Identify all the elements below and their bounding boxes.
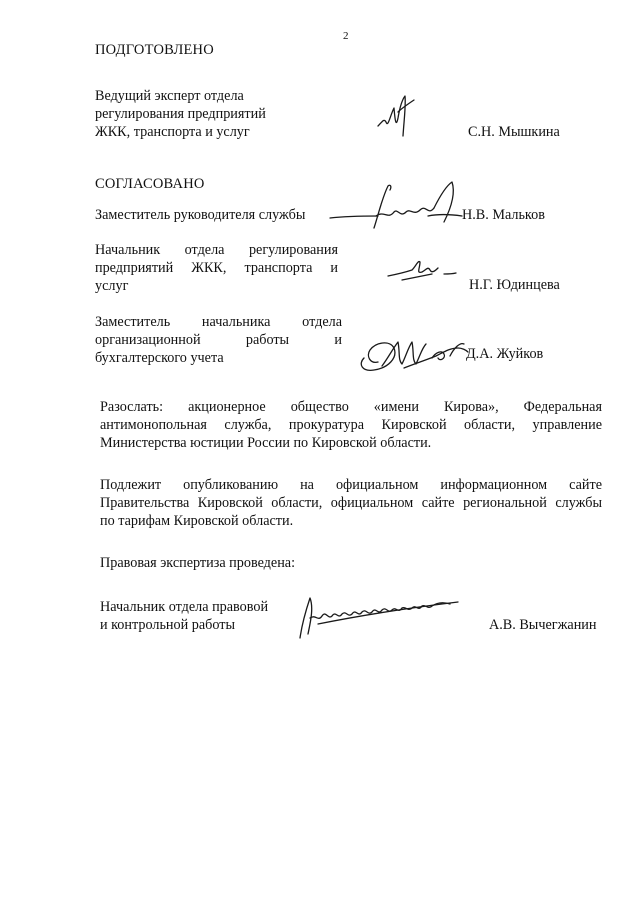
signer-position	[95, 313, 342, 367]
position-line: Начальник отдела правовой	[100, 599, 269, 615]
position-line: Начальник отдела регулирования	[95, 242, 338, 258]
position-line: организационной работы и	[95, 332, 342, 348]
signature-yudintseva	[384, 256, 460, 284]
signature-zhuikov	[354, 328, 474, 378]
signature-vychegzhanin	[288, 588, 468, 648]
prepared-position	[95, 87, 295, 141]
signer-name: Н.В. Мальков	[462, 207, 545, 223]
position-line: Заместитель руководителя службы	[95, 207, 306, 223]
position-line: ЖКК, транспорта и услуг	[95, 124, 250, 140]
publication-paragraph	[100, 476, 602, 530]
distribution-paragraph	[100, 398, 602, 452]
agreed-heading: СОГЛАСОВАНО	[95, 176, 205, 192]
prepared-heading: ПОДГОТОВЛЕНО	[95, 42, 214, 58]
legal-review-position	[100, 598, 300, 634]
page-number: 2	[343, 30, 349, 42]
position-line: Заместитель начальника отдела	[95, 314, 342, 330]
paragraph-line: Подлежит опубликованию на официальном информационном сайте	[100, 477, 602, 493]
signer-name: Д.А. Жуйков	[466, 346, 544, 362]
paragraph-line: антимонопольная служба, прокуратура Кировской области, управление	[100, 417, 602, 433]
paragraph-line: Правительства Кировской области, официальном сайте региональной службы	[100, 495, 602, 511]
signer-position	[95, 206, 335, 224]
position-line: бухгалтерского учета	[95, 350, 224, 366]
signature-myshkina	[372, 92, 422, 142]
position-line: регулирования предприятий	[95, 106, 266, 122]
legal-review-text: Правовая экспертиза проведена:	[100, 555, 296, 571]
signature-malkov	[328, 176, 468, 246]
prepared-name: С.Н. Мышкина	[468, 124, 560, 140]
paragraph-line: Разослать: акционерное общество «имени Кирова», Федеральная	[100, 399, 602, 415]
position-line: услуг	[95, 278, 129, 294]
signer-name: Н.Г. Юдинцева	[469, 277, 560, 293]
position-line: и контрольной работы	[100, 617, 235, 633]
signer-position	[95, 241, 338, 295]
position-line: предприятий ЖКК, транспорта и	[95, 260, 338, 276]
paragraph-line: по тарифам Кировской области.	[100, 513, 294, 529]
legal-review-name: А.В. Вычегжанин	[489, 617, 597, 633]
position-line: Ведущий эксперт отдела	[95, 88, 244, 104]
paragraph-line: Министерства юстиции России по Кировской области.	[100, 435, 432, 451]
